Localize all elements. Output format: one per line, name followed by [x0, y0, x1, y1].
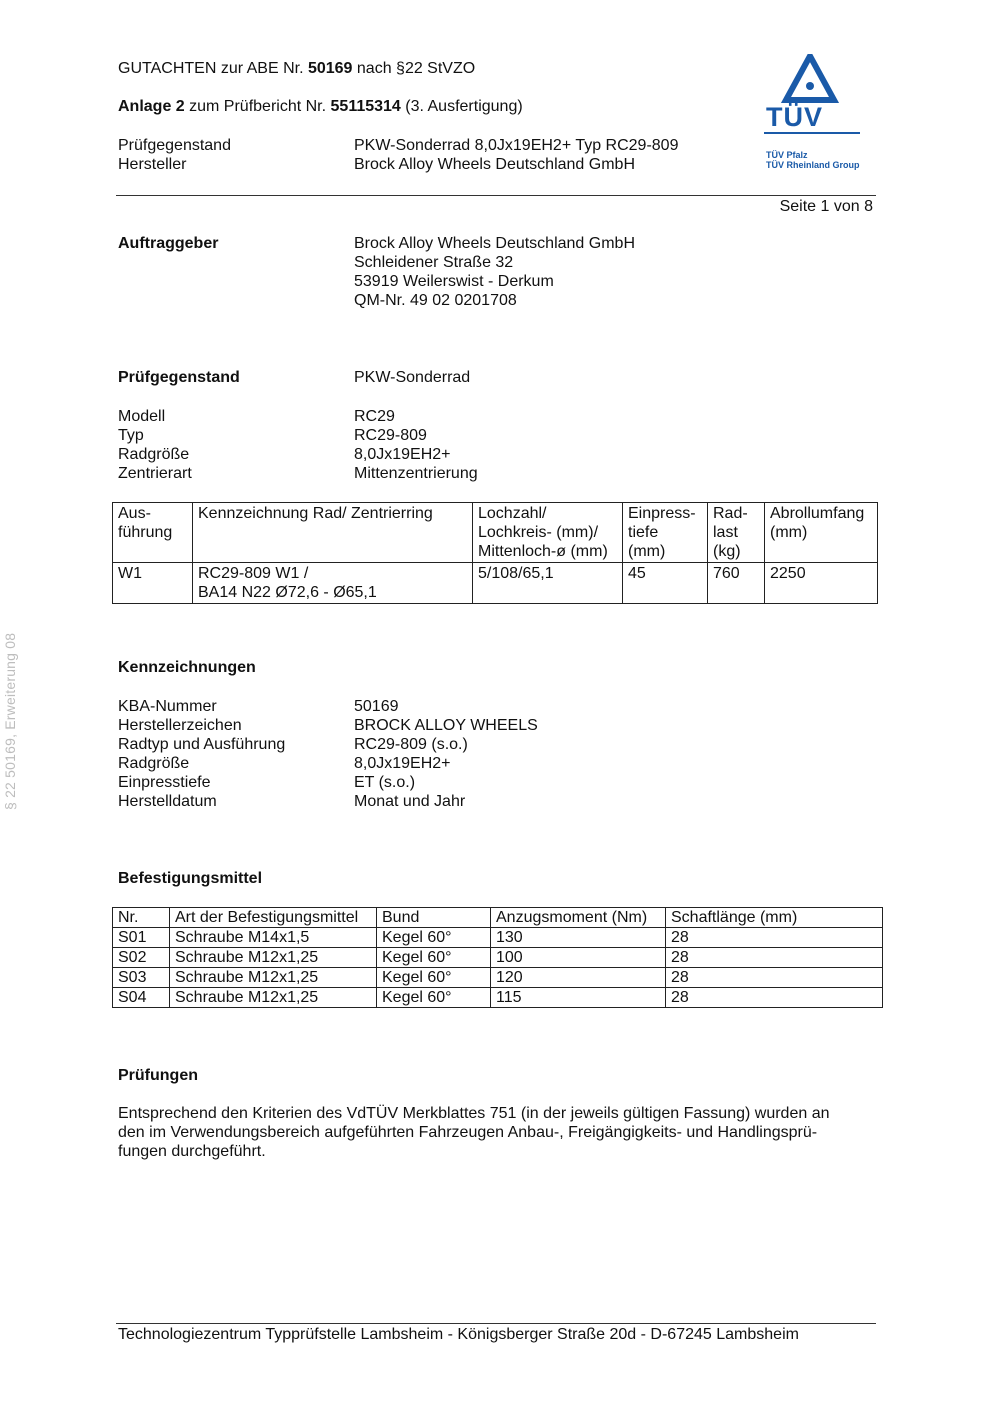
header-text: (mm)	[770, 524, 808, 541]
header-line-2-post: (3. Ausfertigung)	[400, 98, 523, 115]
tests-line: fungen durchgeführt.	[118, 1143, 266, 1160]
table-cell	[765, 563, 878, 604]
tuv-logo	[758, 54, 870, 174]
abe-number: 50169	[307, 60, 353, 77]
marking-value: Monat und Jahr	[354, 793, 466, 810]
client-line: Schleidener Straße 32	[354, 254, 514, 271]
header-text: Kennzeichnung Rad/ Zentrierring	[198, 505, 433, 522]
marking-label: Herstelldatum	[118, 793, 217, 810]
marking-label: Herstellerzeichen	[118, 717, 242, 734]
header-value-subject: PKW-Sonderrad 8,0Jx19EH2+ Typ RC29-809	[354, 137, 679, 154]
header-line-1-post: nach §22 StVZO	[352, 60, 476, 77]
table-cell: 100	[491, 948, 666, 968]
cell-text: BA14 N22 Ø72,6 - Ø65,1	[198, 584, 377, 601]
marking-value: 50169	[354, 698, 399, 715]
header-text: Aus-	[118, 505, 151, 522]
client-label	[118, 234, 218, 253]
subject-row-values	[354, 407, 478, 483]
subject-row-labels	[118, 407, 192, 483]
table-cell	[473, 563, 623, 604]
header-text: Lochzahl/	[478, 505, 547, 522]
fasteners-title-text: Befestigungsmittel	[118, 870, 263, 887]
table-cell: Schraube M12x1,25	[170, 948, 377, 968]
table-header-cell	[113, 503, 193, 563]
markings-labels	[118, 697, 285, 811]
header-text: Abrollumfang	[770, 505, 865, 522]
subject-row-label: Zentrierart	[118, 465, 192, 482]
header-labels	[118, 136, 231, 174]
header-label-subject: Prüfgegenstand	[118, 137, 231, 154]
table-cell: 28	[666, 928, 883, 948]
table-cell: Kegel 60°	[377, 988, 491, 1008]
table-header-cell: Nr.	[113, 908, 170, 928]
fasteners-title	[118, 869, 262, 888]
marking-label: Radgröße	[118, 755, 190, 772]
tests-line: Entsprechend den Kriterien des VdTÜV Merkblattes 751 (in der jeweils gültigen Fassung) wurden an	[118, 1105, 830, 1122]
client-label-text: Auftraggeber	[118, 235, 219, 252]
fasteners-table	[112, 907, 883, 1008]
marking-label: KBA-Nummer	[118, 698, 217, 715]
table-cell: 28	[666, 988, 883, 1008]
table-cell: Schraube M12x1,25	[170, 968, 377, 988]
header-label-manufacturer: Hersteller	[118, 156, 187, 173]
table-row	[113, 563, 878, 604]
header-text: last	[713, 524, 738, 541]
cell-text: 2250	[770, 565, 806, 582]
report-number: 55115314	[330, 98, 401, 115]
table-cell: S04	[113, 988, 170, 1008]
header-text: (mm)	[628, 543, 666, 560]
table-header-cell	[193, 503, 473, 563]
header-values	[354, 136, 678, 174]
subject-row-label: Typ	[118, 427, 144, 444]
client-line: 53919 Weilerswist - Derkum	[354, 273, 554, 290]
table-header-cell: Anzugsmoment (Nm)	[491, 908, 666, 928]
table-row	[113, 928, 883, 948]
subject-label	[118, 368, 240, 387]
tuv-logo-sub1: TÜV Pfalz	[766, 150, 808, 160]
subject-label-text: Prüfgegenstand	[118, 369, 240, 386]
table-cell: S01	[113, 928, 170, 948]
cell-text: 5/108/65,1	[478, 565, 554, 582]
subject-row-label: Radgröße	[118, 446, 190, 463]
wheel-table	[112, 502, 878, 604]
table-header-cell	[708, 503, 765, 563]
subject-row-value: RC29-809	[354, 427, 427, 444]
page-indicator: Seite 1 von 8	[779, 198, 873, 215]
table-cell: 28	[666, 968, 883, 988]
client-address	[354, 234, 635, 310]
markings-title-text: Kennzeichnungen	[118, 659, 256, 676]
table-header-row	[113, 908, 883, 928]
table-cell	[193, 563, 473, 604]
tests-line: den im Verwendungsbereich aufgeführten Fahrzeugen Anbau-, Freigängigkeits- und Handlingsprü-	[118, 1124, 818, 1141]
table-header-row	[113, 503, 878, 563]
table-cell: 115	[491, 988, 666, 1008]
markings-values	[354, 697, 538, 811]
header-text: (kg)	[713, 543, 741, 560]
table-header-cell	[623, 503, 708, 563]
header-line-2	[118, 97, 523, 116]
table-header-cell	[473, 503, 623, 563]
cell-text: 760	[713, 565, 740, 582]
side-margin-text: § 22 50169, Erweiterung 08	[2, 632, 18, 810]
header-text: Rad-	[713, 505, 748, 522]
tuv-logo-text: TÜV	[766, 102, 823, 132]
table-cell: Kegel 60°	[377, 948, 491, 968]
table-cell: S02	[113, 948, 170, 968]
markings-title	[118, 658, 256, 677]
subject-row-value: 8,0Jx19EH2+	[354, 446, 451, 463]
tests-title-text: Prüfungen	[118, 1067, 198, 1084]
subject-row-value: RC29	[354, 408, 395, 425]
table-cell: Kegel 60°	[377, 968, 491, 988]
marking-value: RC29-809 (s.o.)	[354, 736, 468, 753]
header-value-manufacturer: Brock Alloy Wheels Deutschland GmbH	[354, 156, 635, 173]
tuv-logo-sub2: TÜV Rheinland Group	[766, 160, 860, 170]
table-cell: 120	[491, 968, 666, 988]
marking-label: Einpresstiefe	[118, 774, 211, 791]
table-cell: Schraube M12x1,25	[170, 988, 377, 1008]
header-text: Mittenloch-ø (mm)	[478, 543, 608, 560]
header-text: Lochkreis- (mm)/	[478, 524, 599, 541]
marking-value: ET (s.o.)	[354, 774, 416, 791]
cell-text: RC29-809 W1 /	[198, 565, 309, 582]
table-header-cell: Bund	[377, 908, 491, 928]
header-text: führung	[118, 524, 173, 541]
marking-value: 8,0Jx19EH2+	[354, 755, 451, 772]
table-cell: S03	[113, 968, 170, 988]
table-header-cell: Schaftlänge (mm)	[666, 908, 883, 928]
header-rule	[116, 195, 876, 196]
tests-paragraph	[118, 1104, 830, 1161]
table-cell: Kegel 60°	[377, 928, 491, 948]
table-cell: Schraube M14x1,5	[170, 928, 377, 948]
client-line: QM-Nr. 49 02 0201708	[354, 292, 517, 309]
table-cell: 28	[666, 948, 883, 968]
client-line: Brock Alloy Wheels Deutschland GmbH	[354, 235, 635, 252]
cell-text: 45	[628, 565, 646, 582]
table-cell	[623, 563, 708, 604]
subject-row-value: Mittenzentrierung	[354, 465, 478, 482]
table-row	[113, 968, 883, 988]
marking-label: Radtyp und Ausführung	[118, 736, 286, 753]
tests-title	[118, 1066, 198, 1085]
table-row	[113, 988, 883, 1008]
footer-text: Technologiezentrum Typprüfstelle Lambsheim - Königsberger Straße 20d - D-67245 Lambsheim	[118, 1326, 799, 1343]
subject-row-label: Modell	[118, 408, 166, 425]
table-cell	[708, 563, 765, 604]
annex-label: Anlage 2	[118, 98, 185, 115]
subject-value: PKW-Sonderrad	[354, 369, 471, 386]
table-cell	[113, 563, 193, 604]
table-cell: 130	[491, 928, 666, 948]
cell-text: W1	[118, 565, 142, 582]
header-text: Einpress-	[628, 505, 696, 522]
footer-rule	[116, 1323, 876, 1324]
header-text: tiefe	[628, 524, 659, 541]
header-line-1-pre: GUTACHTEN zur ABE Nr.	[118, 60, 308, 77]
marking-value: BROCK ALLOY WHEELS	[354, 717, 538, 734]
header-line-2-mid: zum Prüfbericht Nr.	[184, 98, 331, 115]
table-row	[113, 948, 883, 968]
table-header-cell	[765, 503, 878, 563]
table-header-cell: Art der Befestigungsmittel	[170, 908, 377, 928]
header-line-1	[118, 59, 475, 78]
